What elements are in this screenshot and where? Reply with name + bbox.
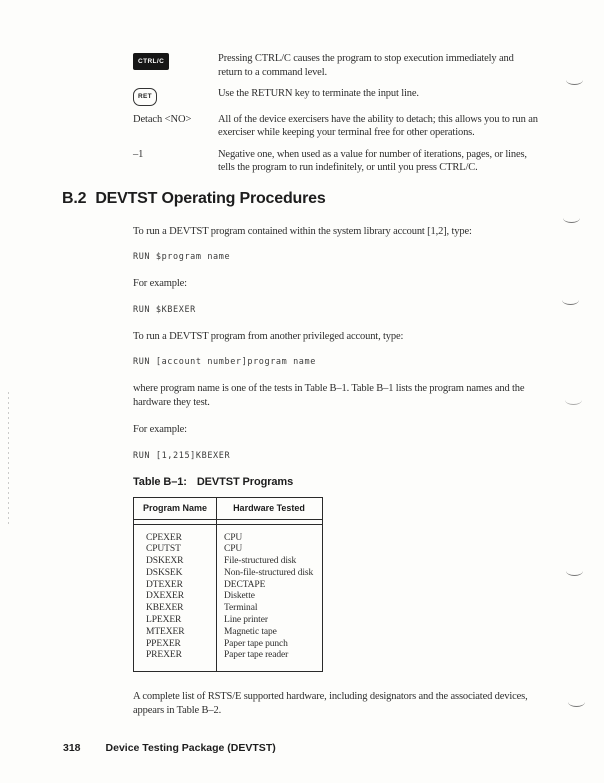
cell-program-name: CPUTST bbox=[146, 544, 181, 555]
table-row bbox=[134, 627, 322, 639]
table-header-hardware-tested: Hardware Tested bbox=[233, 503, 305, 513]
scan-curl-mark bbox=[563, 217, 580, 223]
scan-curl-mark bbox=[562, 299, 579, 305]
cell-hardware: Paper tape punch bbox=[224, 638, 288, 649]
paragraph-for-example: For example: bbox=[133, 278, 187, 289]
cell-program-name: DXEXER bbox=[146, 591, 184, 602]
table-row bbox=[134, 556, 322, 568]
cell-hardware: Magnetic tape bbox=[224, 626, 277, 637]
table-caption bbox=[133, 476, 540, 488]
table-header-row bbox=[134, 498, 322, 520]
cell-hardware: Line printer bbox=[224, 615, 268, 626]
return-key-icon: RET bbox=[133, 88, 157, 106]
table-body bbox=[134, 525, 322, 672]
definition-text: Negative one, when used as a value for number of iterations, pages, or lines, tells the program to run indefinitely, or until you press CTRL/C. bbox=[218, 148, 527, 173]
paragraph-where-program: where program name is one of the tests in Table B–1. Table B–1 lists the program names and the hardware they test. bbox=[133, 383, 525, 408]
scan-curl-mark bbox=[566, 570, 583, 576]
definition-text: Use the RETURN key to terminate the input line. bbox=[218, 88, 419, 99]
definition-term bbox=[133, 52, 218, 79]
scan-curl-mark bbox=[566, 79, 583, 85]
cell-hardware: Terminal bbox=[224, 603, 258, 614]
section-number: B.2 bbox=[62, 189, 87, 207]
table-row bbox=[134, 580, 322, 592]
code-run-account: RUN [account number]program name bbox=[133, 357, 316, 367]
paragraph-complete-list: A complete list of RSTS/E supported hardware, including designators and the associated devices, appears in Table B–2. bbox=[133, 691, 528, 716]
table-row bbox=[134, 591, 322, 603]
cell-program-name: CPEXER bbox=[146, 532, 182, 543]
table-row bbox=[134, 533, 322, 545]
scan-edge-line bbox=[8, 392, 9, 524]
table-header-program-name: Program Name bbox=[142, 503, 208, 513]
table-row bbox=[134, 544, 322, 556]
table-row bbox=[134, 639, 322, 651]
table-row bbox=[134, 603, 322, 615]
paragraph-run-privileged: To run a DEVTST program from another privileged account, type: bbox=[133, 330, 404, 342]
definition-term bbox=[133, 87, 218, 105]
definition-text: Pressing CTRL/C causes the program to stop execution immediately and return to a command level. bbox=[218, 53, 514, 78]
cell-program-name: DTEXER bbox=[146, 579, 183, 590]
paragraph-for-example: For example: bbox=[133, 424, 187, 435]
section-heading bbox=[62, 190, 540, 208]
cell-hardware: Non-file-structured disk bbox=[224, 567, 314, 578]
footer-running-title: Device Testing Package (DEVTST) bbox=[105, 742, 276, 754]
page-footer bbox=[63, 742, 276, 754]
cell-hardware: Diskette bbox=[224, 591, 255, 602]
scan-curl-mark bbox=[565, 399, 582, 405]
table-row bbox=[134, 615, 322, 627]
code-run-kbexer: RUN $KBEXER bbox=[133, 304, 196, 315]
definition-row bbox=[133, 113, 540, 140]
table-row bbox=[134, 568, 322, 580]
devtst-programs-table bbox=[133, 497, 323, 673]
cell-hardware: CPU bbox=[224, 544, 243, 555]
page-number: 318 bbox=[63, 742, 81, 754]
scan-curl-mark bbox=[568, 701, 585, 707]
cell-program-name: LPEXER bbox=[146, 615, 182, 626]
definition-row bbox=[133, 52, 540, 79]
paragraph-run-library: To run a DEVTST program contained within the system library account [1,2], type: bbox=[133, 225, 472, 237]
cell-hardware: Paper tape reader bbox=[224, 650, 289, 661]
definition-term: –1 bbox=[133, 148, 144, 160]
cell-program-name: DSKSEK bbox=[146, 567, 183, 578]
section-title: DEVTST Operating Procedures bbox=[95, 189, 326, 207]
table-row bbox=[134, 650, 322, 662]
definition-row bbox=[133, 87, 540, 105]
cell-program-name: PPEXER bbox=[146, 638, 181, 649]
code-run-program: RUN $program name bbox=[133, 252, 231, 262]
cell-program-name: DSKEXR bbox=[146, 556, 184, 567]
table-caption-label: Table B–1: bbox=[133, 475, 187, 488]
ctrl-c-key-icon: CTRL/C bbox=[133, 53, 169, 70]
cell-hardware: DECTAPE bbox=[224, 579, 266, 590]
definition-term: Detach <NO> bbox=[133, 113, 192, 125]
definition-list bbox=[133, 52, 540, 175]
cell-hardware: File-structured disk bbox=[224, 556, 297, 567]
page-content bbox=[62, 52, 540, 731]
code-run-1-215: RUN [1,215]KBEXER bbox=[133, 450, 231, 461]
cell-program-name: KBEXER bbox=[146, 603, 184, 614]
definition-row bbox=[133, 148, 540, 175]
cell-hardware: CPU bbox=[224, 532, 243, 543]
table-column-divider bbox=[216, 498, 217, 672]
cell-program-name: PREXER bbox=[146, 650, 182, 661]
table-caption-title: DEVTST Programs bbox=[196, 475, 294, 488]
cell-program-name: MTEXER bbox=[146, 626, 185, 637]
definition-text: All of the device exercisers have the ability to detach; this allows you to run an exerciser while keeping your terminal free for other operations. bbox=[218, 113, 538, 138]
